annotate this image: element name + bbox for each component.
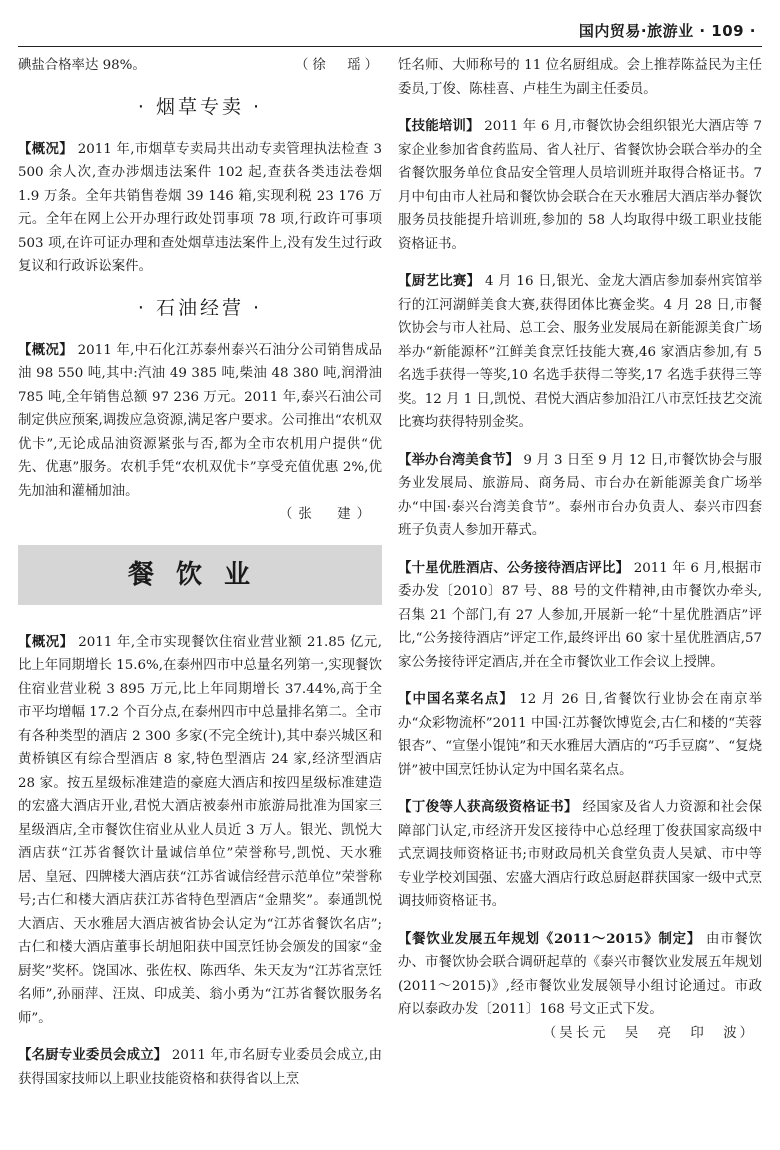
right-column <box>398 54 762 1045</box>
header-rule <box>18 46 762 47</box>
paragraph <box>398 796 762 914</box>
paragraph-text: 2011 年 6 月,根据市委办发〔2010〕87 号、88 号的文件精神,由市餐饮办牵头,召集 21 个部门,有 27 人参加,开展新一轮“十星优胜酒店”评比,“公务接待酒店”评定工作,最终评出 60 家十星优胜酒店,57 家公务接待评定酒店,并在全市餐饮业工作会议上授牌。 <box>398 560 762 670</box>
paragraph-tag: 【概况】 <box>18 341 74 358</box>
section-banner-catering: 餐饮业 <box>18 545 382 605</box>
paragraph <box>398 928 762 1046</box>
section-title-tobacco: · 烟草专卖 · <box>137 95 263 118</box>
paragraph <box>18 339 382 527</box>
paragraph <box>18 138 382 279</box>
page-header <box>0 0 780 50</box>
paragraph-text: 饪名师、大师称号的 11 位名厨组成。会上推荐陈益民为主任委员,丁俊、陈桂喜、卢桂生为副主任委员。 <box>398 58 762 97</box>
paragraph-text: 碘盐合格率达 98%。 <box>18 58 146 73</box>
paragraph-text: 9 月 3 日至 9 月 12 日,市餐饮协会与服务业发展局、旅游局、商务局、市台办在新能源美食广场举办“中国·泰兴台湾美食节”。泰州市台办负责人、泰兴市四套班子负责人参加开幕式。 <box>398 452 763 538</box>
paragraph-tag: 【概况】 <box>18 633 74 650</box>
paragraph-tag: 【技能培训】 <box>398 118 480 134</box>
paragraph <box>18 54 382 78</box>
author-credit: （徐 瑶） <box>295 58 382 73</box>
paragraph <box>398 54 762 101</box>
paragraph-text: 12 月 26 日,省餐饮行业协会在南京举办“众彩物流杯”2011 中国·江苏餐饮博览会,古仁和楼的“芙蓉银杏”、“宣堡小馄饨”和天水雅居大酒店的“巧手豆腐”、“复烧饼”被中国烹饪协认定为中国名菜名点。 <box>398 692 762 778</box>
paragraph-text: 4 月 16 日,银光、金龙大酒店参加泰州宾馆举行的江河湖鲜美食大赛,获得团体比赛金奖。4 月 28 日,市餐饮协会与市人社局、总工会、服务业发展局在新能源美食广场举办“新能源杯”江鲜美食烹饪技能大赛,46 家酒店参加,有 5 名选手获得一等奖,10 名选手获得二等奖,17 名选手获得三等奖。12 月 1 日,凯悦、君悦大酒店参加沿江八市烹饪技艺交流比赛均获得特别金奖。 <box>398 274 763 430</box>
paragraph-text: 2011 年,全市实现餐饮住宿业营业额 21.85 亿元,比上年同期增长 15.6%,在泰州四市中总量名列第一,实现餐饮住宿业营业税 3 895 万元,比上年同期增长 37.44%,高于全市平均增幅 17.2 个百分点,在泰州四市中总量排名第二。全市有各种类型的酒店 2 300 多家(不完全统计),其中泰兴城区和黄桥镇区有综合型酒店 8 家,特色型酒店 24 家,经济型酒店 28 家。按五星级标准建造的豪庭大酒店和按四星级标准建造的宏盛大酒店开业,君悦大酒店被泰州市旅游局批准为国家三星级酒店,全市餐饮住宿业从业人员近 3 万人。银光、凯悦大酒店获“江苏省餐饮计量诚信单位”荣誉称号,凯悦、天水雅居、皇冠、四牌楼大酒店获“江苏省诚信经营示范单位”荣誉称号;古仁和楼大酒店获江苏省特色型酒店“金鼎奖”。泰通凯悦大酒店、天水雅居大酒店被省协会认定为“江苏省餐饮名店”;古仁和楼大酒店董事长胡旭阳获中国烹饪协会颁发的国家“金厨奖”奖杯。饶国冰、张佐权、陈西华、朱天友为“江苏省烹饪名师”,孙丽萍、汪岚、印成美、翁小勇为“江苏省餐饮服务名师”。 <box>18 634 382 1026</box>
paragraph-text: 2011 年 6 月,市餐饮协会组织银光大酒店等 7 家企业参加省食药监局、省人社厅、省餐饮协会联合举办的全省餐饮服务单位食品安全管理人员培训班并取得合格证书。7 月中旬由市人社局和餐饮协会联合在天水雅居大酒店举办餐饮服务员技能提升培训班,参加的 58 人均取得中级工职业技能资格证书。 <box>398 119 763 252</box>
paragraph-tag: 【餐饮业发展五年规划《2011～2015》制定】 <box>398 930 702 947</box>
paragraph-tag: 【中国名菜名点】 <box>398 691 514 707</box>
paragraph-tag: 【厨艺比赛】 <box>398 273 481 289</box>
paragraph <box>398 449 762 543</box>
section-title-petroleum: · 石油经营 · <box>137 296 263 319</box>
author-credit: （吴长元 吴 亮 印 波） <box>542 1025 756 1041</box>
paragraph-tag: 【名厨专业委员会成立】 <box>18 1047 168 1063</box>
paragraph <box>398 115 762 256</box>
paragraph-text: 2011 年,中石化江苏泰州泰兴石油分公司销售成品油 98 550 吨,其中:汽油 49 385 吨,柴油 48 380 吨,润滑油 785 吨,全年销售总额 97 236 万元。2011 年,泰兴石油公司制定供应预案,调拨应急资源,满足客户要求。公司推出“农机双优卡”,无论成品油资源紧张与否,都为全市农机用户提供“优先、优惠”服务。农机手凭“农机双优卡”享受充值优惠 2%,优先加油和灌桶加油。 <box>18 342 382 499</box>
left-column <box>18 54 382 1091</box>
running-header: 国内贸易·旅游业 · 109 · <box>578 22 756 40</box>
paragraph <box>18 631 382 1031</box>
paragraph <box>398 270 762 435</box>
paragraph-text: 2011 年,市名厨专业委员会成立,由获得国家技师以上职业技能资格和获得省以上烹 <box>18 1048 382 1087</box>
paragraph <box>18 1044 382 1091</box>
author-credit: （张 建） <box>279 507 376 522</box>
paragraph-tag: 【丁俊等人获高级资格证书】 <box>398 799 578 815</box>
paragraph-text: 由市餐饮办、市餐饮协会联合调研起草的《泰兴市餐饮业发展五年规划(2011～2015)》,经市餐饮业发展领导小组讨论通过。市政府以泰政办发〔2011〕168 号文正式下发。 <box>398 931 762 1017</box>
paragraph-text: 经国家及省人力资源和社会保障部门认定,市经济开发区接待中心总经理丁俊获国家高级中式烹调技师资格证书;市财政局机关食堂负责人吴斌、市中等专业学校刘国强、宏盛大酒店行政总厨赵群获国家一级中式烹调技师资格证书。 <box>398 800 762 909</box>
paragraph <box>398 688 762 782</box>
paragraph-text: 2011 年,市烟草专卖局共出动专卖管理执法检查 3 500 余人次,查办涉烟违法案件 102 起,查获各类违法卷烟 1.9 万条。全年共销售卷烟 39 146 箱,实现利税 23 176 万元。全年在网上公开办理行政处罚事项 78 项,行政许可事项 503 项,在许可证办理和查处烟草违法案件上,没有发生过行政复议和行政诉讼案件。 <box>18 141 383 274</box>
paragraph <box>398 557 762 675</box>
paragraph-tag: 【举办台湾美食节】 <box>398 451 520 468</box>
paragraph-tag: 【概况】 <box>18 140 74 157</box>
paragraph-tag: 【十星优胜酒店、公务接待酒店评比】 <box>398 559 630 576</box>
